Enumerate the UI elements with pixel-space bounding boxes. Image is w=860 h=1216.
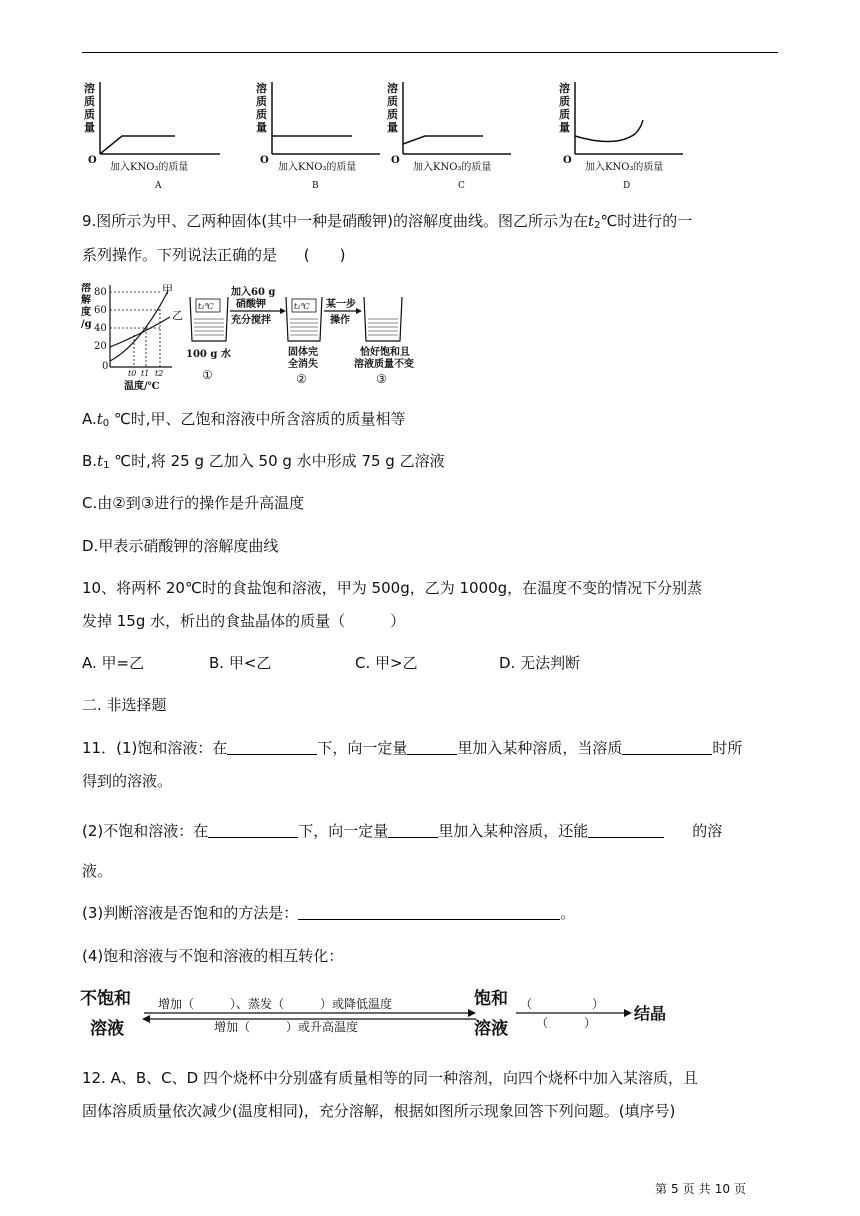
q11-p2-text-c: 里加入某种溶质，还能 [438,822,589,840]
q9-line2 [82,244,346,266]
q9-ytick-40: 40 [94,323,107,334]
q10-line1: 10、将两杯 20℃时的食盐饱和溶液，甲为 500g，乙为 1000g，在温度不变的情况下分别蒸 [82,579,703,597]
q9-option-a-sub: 0 [102,418,110,429]
graph-d-curve [575,120,643,142]
q9-option-a-letter: A. [82,410,97,428]
graph-c-origin: O [391,155,400,166]
q10-line2: 发掉 15g 水，析出的食盐晶体的质量（ ） [82,612,406,630]
crystallize-arrow-top: （ ） [520,997,605,1011]
q11-p2-line2: 液。 [82,862,113,880]
footer-di: 第 [655,1182,668,1196]
arrow-1-bottom: 充分搅拌 [231,315,271,326]
q9-ytick-20: 20 [94,341,107,352]
beaker-3-number: ③ [376,372,387,386]
q11-p2-blank-1[interactable] [208,821,298,838]
graph-panel-d [559,81,683,191]
q9-line1 [82,210,692,237]
graph-panel-b [256,81,380,191]
q9-ytick-0: 0 [102,361,109,372]
graph-c-curve [403,136,483,144]
graph-b-xlabel: 加入KNO₃的质量 [278,162,357,173]
graph-b-ylabel-3: 质 [256,108,267,121]
beaker-2-label-1: 固体完 [288,347,318,358]
q11-p1-blank-1[interactable] [227,738,317,755]
arrow-2-top: 某一步 [326,299,356,310]
q11-conversion-svg [80,982,680,1042]
beaker-3 [354,297,414,386]
q9-option-c: C.由②到③进行的操作是升高温度 [82,494,305,512]
graph-a-ylabel-2: 质 [84,95,95,108]
crystallize-label: 结晶 [634,1004,667,1023]
arrow-1-mid: 硝酸钾 [236,299,266,310]
arrow-forward-label: 增加（ ）、蒸发（ ）或降低温度 [158,997,393,1011]
graph-d-ylabel-3: 质 [559,108,570,121]
footer-total-pages: 10 [714,1182,730,1196]
q9-option-b-sub: 1 [103,460,110,471]
q9-answer-bracket: ( ) [303,246,346,264]
q11-p2-blank-2[interactable] [388,821,438,838]
q11-p3-blank[interactable] [298,903,560,920]
graph-a-ylabel-1: 溶 [84,82,95,95]
kno3-graphs [80,80,690,195]
graph-c-panel-label: C [458,181,465,191]
q11-p2-blank-3[interactable] [588,821,664,838]
footer-gong: 共 [698,1182,711,1196]
graph-b-ylabel-1: 溶 [256,82,267,95]
q9-ylabel-4: /g [81,319,92,330]
saturated-label-2: 溶液 [474,1019,508,1039]
q11-p2-line1 [82,820,722,842]
q10-option-d: D. 无法判断 [499,654,581,672]
q9-ylabel-1: 溶 [81,283,91,294]
q9-option-a [82,408,406,435]
q11-p1-text-b: 下，向一定量 [317,739,408,757]
beaker-2 [286,297,322,386]
q11-p2-text-b: 下，向一定量 [298,822,389,840]
q9-ytick-80: 80 [94,287,107,298]
q9-curve-b [110,317,170,347]
beaker-2-temp: t₂℃ [294,302,310,311]
graph-a-panel-label: A [155,181,162,191]
q9-t2-sub: 2 [594,220,601,231]
q9-text-1: 9.图所示为甲、乙两种固体(其中一种是硝酸钾)的溶解度曲线。图乙所示为在 [82,212,589,230]
q9-curve-a [110,291,168,361]
graph-d-origin: O [563,155,572,166]
graph-b-ylabel-2: 质 [256,95,267,108]
graph-c-ylabel-1: 溶 [387,82,398,95]
q9-xtick-t0: t0 [128,369,137,378]
unsaturated-label-1: 不饱和 [80,989,131,1009]
beaker-1-label: 100 g 水 [186,349,231,360]
q9-option-b-t: t [97,452,104,470]
q9-option-b [82,450,445,477]
q11-p3 [82,902,575,924]
beaker-2-number: ② [296,372,307,386]
q11-p1-text-a: 11．(1)饱和溶液：在 [82,739,228,757]
crystallize-arrow-bottom: （ ） [536,1016,597,1030]
q9-option-a-t: t [96,410,103,428]
section-heading: 二. 非选择题 [82,696,167,714]
beaker-1 [186,297,231,382]
q12-line1: 12. A、B、C、D 四个烧杯中分别盛有质量相等的同一种溶剂，向四个烧杯中加入某溶质，且 [82,1069,698,1087]
q9-curve-b-label: 乙 [172,309,183,322]
graph-c-ylabel-4: 量 [387,121,398,134]
q9-option-a-text: ℃时,甲、乙饱和溶液中所含溶质的质量相等 [109,410,406,428]
kno3-graph-set [80,80,690,195]
graph-a-xlabel: 加入KNO₃的质量 [110,162,189,173]
footer-page-number: 5 [671,1182,679,1196]
unsaturated-label-2: 溶液 [90,1019,124,1039]
footer-ye-2: 页 [733,1182,746,1196]
q9-xtick-t1: t1 [141,369,150,378]
graph-panel-c [387,81,511,191]
q11-p2-text-d: 的溶 [692,822,723,840]
q9-figure [80,283,440,393]
graph-a-curve [100,136,175,154]
q10-options [82,652,580,674]
header-rule [82,52,778,53]
graph-a-ylabel-4: 量 [84,121,95,134]
q11-p3-text-a: (3)判断溶液是否饱和的方法是： [82,904,299,922]
graph-b-origin: O [260,155,269,166]
graph-c-ylabel-3: 质 [387,108,398,121]
arrow-backward-label: 增加（ ）或升高温度 [214,1020,359,1034]
graph-d-xlabel: 加入KNO₃的质量 [585,162,664,173]
graph-a-origin: O [88,155,97,166]
beaker-3-label-2: 溶液质量不变 [354,359,414,370]
q9-ytick-60: 60 [94,305,107,316]
q9-option-d: D.甲表示硝酸钾的溶解度曲线 [82,537,279,555]
q11-p1-line2: 得到的溶液。 [82,772,173,790]
graph-panel-a [84,81,220,191]
q9-ylabel-3: 度 [81,307,91,318]
graph-d-ylabel-2: 质 [559,95,570,108]
q9-ylabel-2: 解 [81,295,91,306]
q11-p3-text-b: 。 [560,904,576,922]
q11-p1-line1 [82,737,742,759]
q11-p1-text-d: 时所 [712,739,743,757]
q11-p1-text-c: 里加入某种溶质，当溶质 [457,739,623,757]
page-footer [655,1180,750,1197]
q10-option-b: B. 甲<乙 [209,654,272,672]
graph-d-panel-label: D [623,181,631,191]
beaker-1-number: ① [202,368,213,382]
graph-d-ylabel-4: 量 [559,121,570,134]
graph-c-xlabel: 加入KNO₃的质量 [413,162,492,173]
q9-t2: t [588,212,595,230]
q11-p1-blank-2[interactable] [407,738,457,755]
graph-d-ylabel-1: 溶 [559,82,570,95]
arrow-2-bottom: 操作 [330,315,350,326]
footer-ye-1: 页 [682,1182,695,1196]
q11-conversion-diagram [80,982,680,1042]
saturated-label-1: 饱和 [474,989,508,1009]
graph-a-ylabel-3: 质 [84,108,95,121]
q9-figure-svg [80,283,440,393]
graph-c-ylabel-2: 质 [387,95,398,108]
q9-xlabel: 温度/℃ [124,381,160,392]
q12-line2: 固体溶质质量依次减少(温度相同)，充分溶解，根据如图所示现象回答下列问题。(填序号) [82,1102,676,1120]
q9-curve-a-label: 甲 [162,283,173,296]
q9-text-1-tail: ℃时进行的一 [600,212,693,230]
beaker-2-label-2: 全消失 [288,359,318,370]
q9-text-2: 系列操作。下列说法正确的是 [82,246,278,264]
q9-option-b-text: ℃时,将 25 g 乙加入 50 g 水中形成 75 g 乙溶液 [109,452,445,470]
graph-b-panel-label: B [312,181,319,191]
beaker-1-temp: t₂℃ [198,302,214,311]
q9-xtick-t2: t2 [155,369,164,378]
q11-p1-blank-3[interactable] [622,738,712,755]
arrow-1-top: 加入60 g [231,287,276,298]
q10-option-a: A. 甲=乙 [82,654,145,672]
q9-option-b-letter: B. [82,452,98,470]
q10-option-c: C. 甲>乙 [355,654,418,672]
q11-p2-text-a: (2)不饱和溶液：在 [82,822,209,840]
beaker-3-label-1: 恰好饱和且 [360,347,410,358]
graph-b-ylabel-4: 量 [256,121,267,134]
q11-p4: (4)饱和溶液与不饱和溶液的相互转化： [82,947,344,965]
